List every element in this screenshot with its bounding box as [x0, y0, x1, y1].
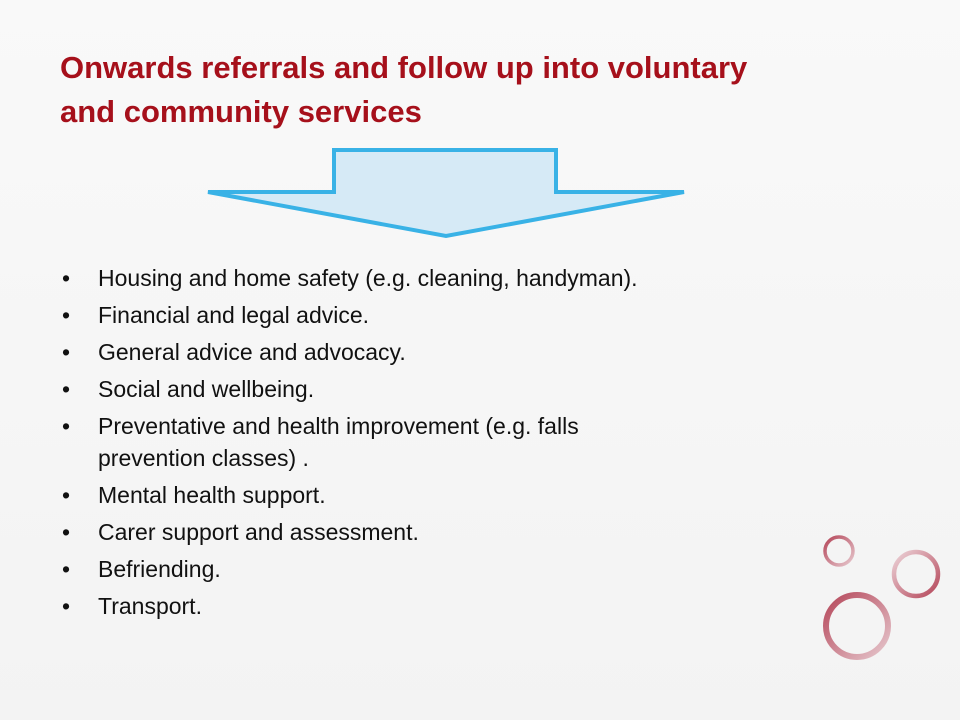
bullet-icon: •	[62, 556, 71, 582]
list-item-text: Financial and legal advice.	[98, 302, 370, 328]
list-item	[62, 410, 822, 474]
slide-title-line-1: Onwards referrals and follow up into voluntary	[60, 50, 748, 85]
bullet-icon: •	[62, 339, 71, 365]
circles-logo-icon	[812, 528, 952, 668]
bullet-icon: •	[62, 376, 71, 402]
list-item-text: Mental health support.	[98, 482, 326, 508]
list-item-text: Transport.	[98, 593, 202, 619]
bullet-icon: •	[62, 413, 71, 439]
slide-title-line-2: and community services	[60, 94, 422, 129]
medium-ring-icon	[894, 552, 938, 596]
bullet-icon: •	[62, 265, 71, 291]
large-ring-icon	[826, 595, 888, 657]
list-item-text: General advice and advocacy.	[98, 339, 406, 365]
list-item-text: Housing and home safety (e.g. cleaning, handyman).	[98, 265, 638, 291]
list-item	[62, 373, 822, 405]
bullet-icon: •	[62, 593, 71, 619]
list-item-text: Befriending.	[98, 556, 221, 582]
list-item	[62, 553, 822, 585]
bullet-list	[62, 262, 822, 627]
list-item	[62, 479, 822, 511]
bullet-icon: •	[62, 302, 71, 328]
slide-title	[60, 46, 920, 134]
list-item-text: Social and wellbeing.	[98, 376, 315, 402]
list-item-text: Carer support and assessment.	[98, 519, 419, 545]
list-item	[62, 590, 822, 622]
bullet-icon: •	[62, 482, 71, 508]
bullet-icon: •	[62, 519, 71, 545]
list-item	[62, 336, 822, 368]
list-item	[62, 516, 822, 548]
list-item-text: Preventative and health improvement (e.g. falls	[98, 413, 579, 439]
small-ring-icon	[825, 537, 853, 565]
list-item-text: prevention classes) .	[98, 445, 309, 471]
down-arrow-icon	[200, 146, 690, 240]
list-item	[62, 262, 822, 294]
list-item	[62, 299, 822, 331]
